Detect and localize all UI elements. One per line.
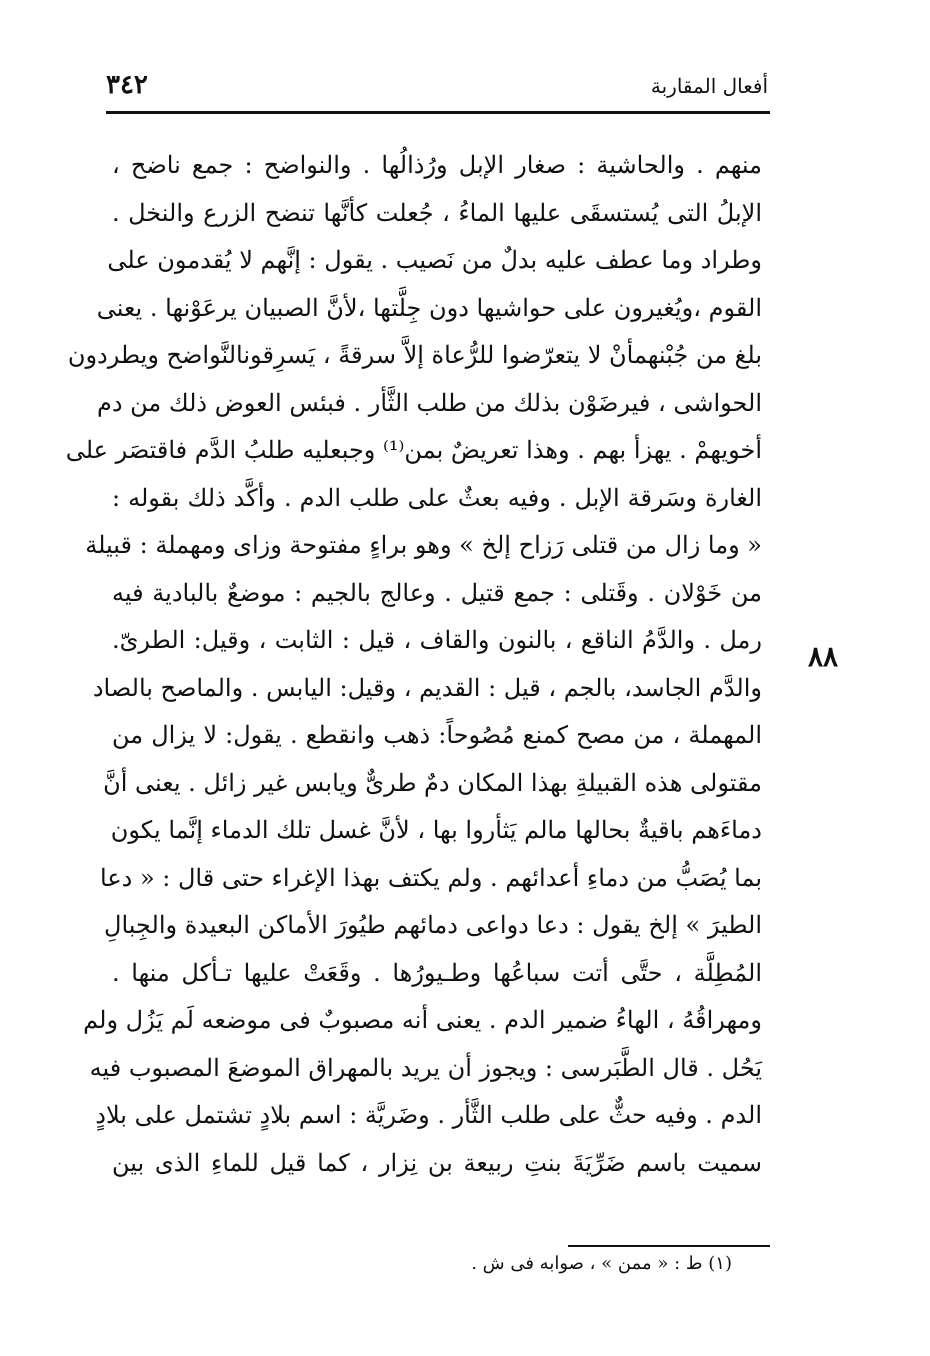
footnote-rule	[568, 1245, 770, 1247]
page-header	[106, 70, 768, 110]
text-line: الحواشى ، فيرضَوْن بذلك من طلب الثَّأر . فبئس العوض ذلك من دم	[96, 388, 762, 417]
text-line: رمل . والدَّمُ الناقع ، بالنون والقاف ، قيل : الثابت ، وقيل: الطرىّ.	[112, 626, 763, 654]
text-line: من خَوْلان . وقَتلى : جمع قتيل . وعالج بالجيم : موضعٌ بالبادية فيه	[112, 578, 762, 607]
text-line: « وما زال من قتلى رَزاح إلخ » وهو براءٍ مفتوحة وزاى ومهملة : قبيلة	[85, 531, 762, 559]
footnote: (١) ط : « ممن » ، صوابه فى ش .	[471, 1253, 732, 1274]
body-text	[65, 142, 763, 1187]
text-line: يَحُل . قال الطَّبَرسى : ويجوز أن يريد بالمهراق الموضعَ المصبوب فيه	[89, 1053, 762, 1082]
text-line: المهملة ، من مصح كمنع مُصُوحاً: ذهب وانقطع . يقول: لا يزال من	[112, 721, 762, 749]
text-line: وطراد وما عطف عليه بدلٌ من نَصيب . يقول : إنَّهم لا يُقدمون على	[107, 246, 762, 274]
text-line: الغارة وسَرقة الإبل . وفيه بعثٌ على طلب الدم . وأكَّد ذلك بقوله :	[112, 483, 762, 512]
text-line: الإبلُ التى يُستسقَى عليها الماءُ ، جُعلت كأنَّها تنضح الزرع والنخل .	[112, 198, 762, 227]
text-line: الطيرَ » إلخ يقول : دعا دواعى دمائهم طيُورَ الأماكن البعيدة والجِبالِ	[104, 911, 762, 939]
text-line: دماءَهم باقيةٌ بحالها مالم يَثأروا بها ، لأنَّ غسل تلك الدماء إنَّما يكون	[110, 816, 762, 844]
text-line: والدَّم الجاسد، بالجم ، قيل : القديم ، وقيل: اليابس . والماصح بالصاد	[92, 673, 762, 702]
page-number: ٣٤٢	[106, 70, 148, 100]
text-line: أخويهمْ . يهزأ بهم . وهذا تعريضٌ بمن⁽¹⁾ وجبعليه طلبُ الدَّم فاقتصَر على	[65, 436, 762, 464]
header-rule	[106, 111, 770, 114]
text-line: بما يُصَبُّ من دماءِ أعدائهم . ولم يكتف بهذا الإغراء حتى قال : « دعا	[100, 863, 762, 892]
text-line: بلغ من جُبْنهمأنْ لا يتعرّضوا للرُّعاة إلاَّ سرقةً ، يَسرِقونالنَّواضح ويطردون	[67, 341, 762, 369]
text-line: مقتولى هذه القبيلةِ بهذا المكان دمٌ طرىٌّ ويابس غير زائل . يعنى أنَّ	[103, 768, 762, 797]
margin-verse-number: ٨٨	[808, 640, 839, 673]
text-line: سميت باسم ضَرِّيَةَ بنتِ ربيعة بن نِزار ، كما قيل للماءِ الذى بين	[112, 1148, 762, 1177]
running-title: أفعال المقاربة	[650, 74, 768, 98]
text-line: المُطِلَّة ، حتَّى أتت سباعُها وطـيورُها . وقَعَتْ عليها تـأكل منها .	[112, 958, 762, 987]
text-line: القوم ،ويُغيرون على حواشيها دون جِلَّتها ،لأنَّ الصبيان يرعَوْنها . يعنى	[96, 293, 762, 322]
text-line: منهم . والحاشية : صغار الإبل ورُذالُها . والنواضح : جمع ناضح ،	[112, 151, 762, 179]
text-line: الدم . وفيه حثٌّ على طلب الثَّأر . وضَريَّة : اسم بلادٍ تشتمل على بلادٍ	[95, 1101, 762, 1129]
text-line: ومهراقُهُ ، الهاءُ ضمير الدم . يعنى أنه مصبوبٌ فى موضعه لَم يَزُل ولم	[83, 1006, 762, 1034]
